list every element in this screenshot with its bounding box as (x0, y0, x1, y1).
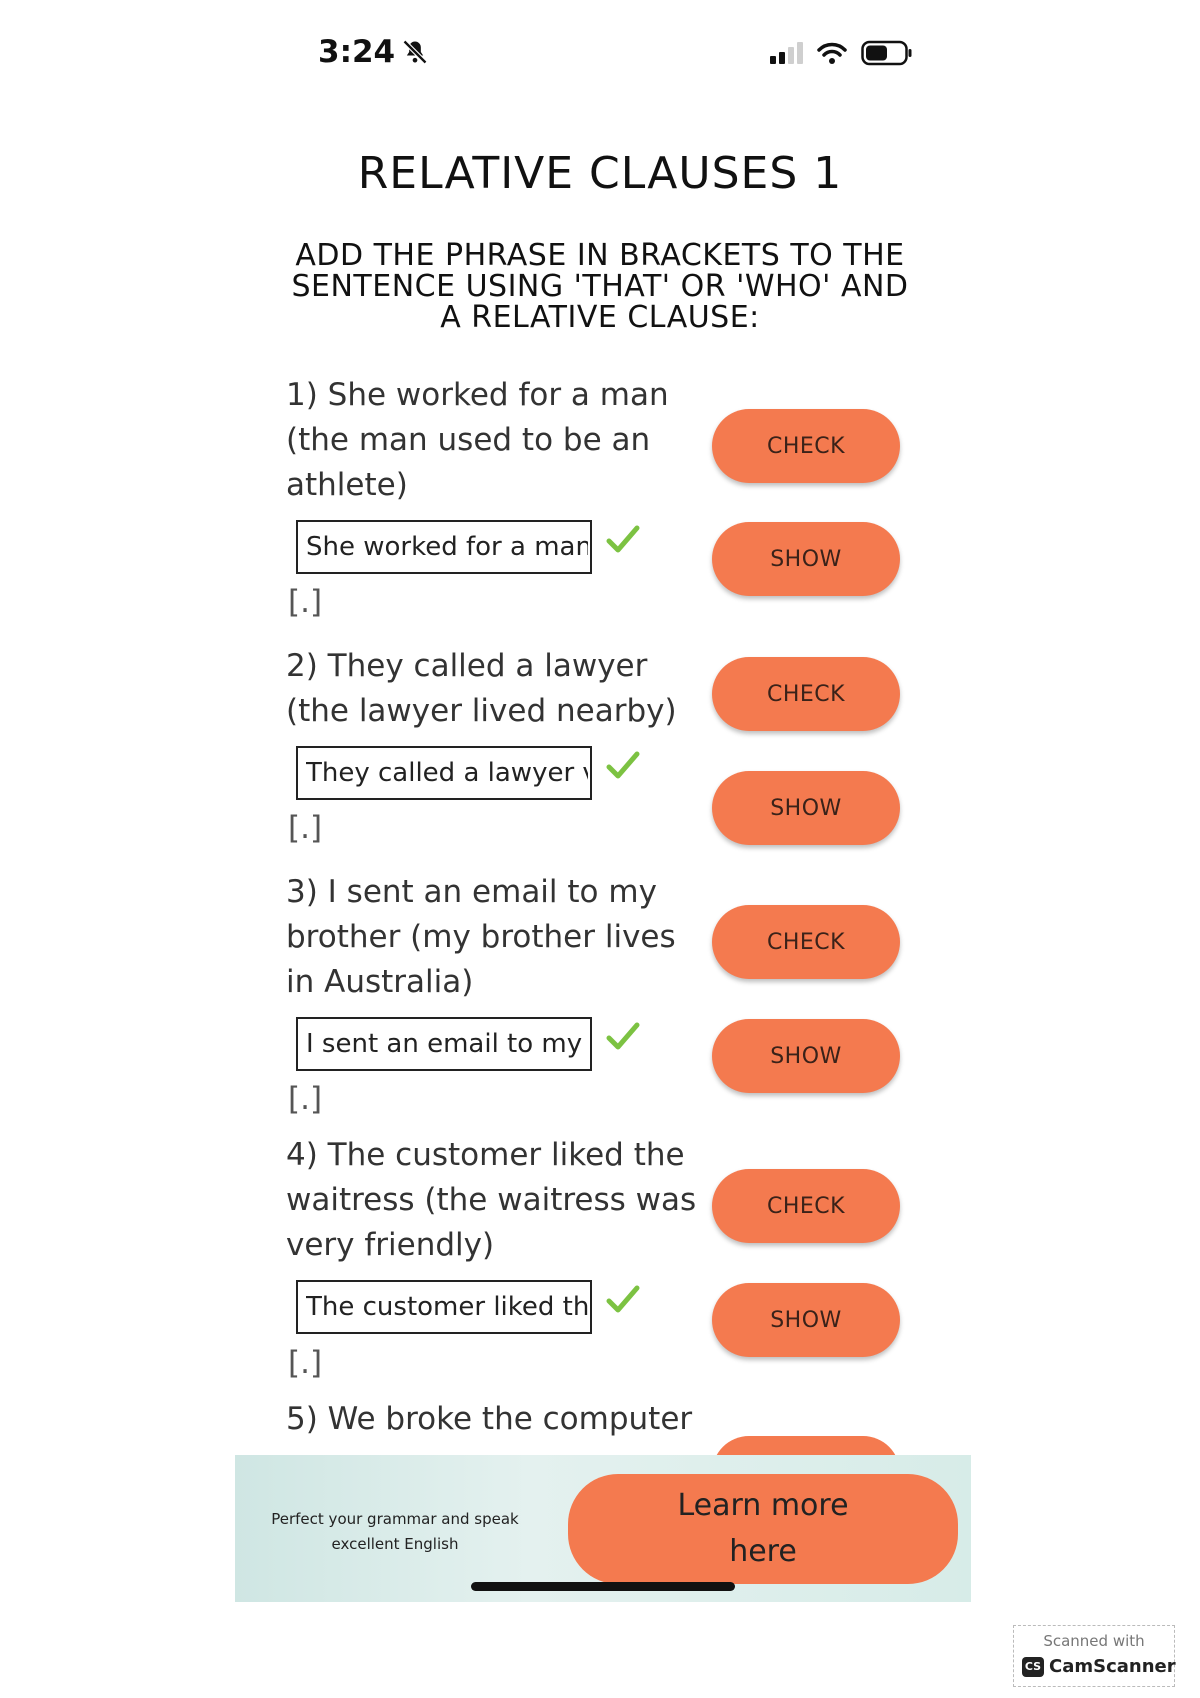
learn-more-label: Learn more here (677, 1488, 849, 1569)
checkmark-icon (606, 749, 640, 783)
answer-input-2[interactable] (296, 746, 592, 800)
clock-time: 3:24 (318, 34, 396, 70)
answer-input-4[interactable] (296, 1280, 592, 1334)
page-title: RELATIVE CLAUSES 1 (357, 148, 843, 199)
watermark-caption: Scanned with (1043, 1632, 1145, 1650)
show-button-4[interactable]: SHOW (712, 1283, 900, 1357)
answer-input-3[interactable] (296, 1017, 592, 1071)
watermark-brand: CamScanner (1049, 1656, 1176, 1677)
show-button-3[interactable]: SHOW (712, 1019, 900, 1093)
question-1-prompt: 1) She worked for a man (the man used to be an athlete) (286, 377, 669, 503)
question-3-prompt: 3) I sent an email to my brother (my brother lives in Australia) (286, 874, 676, 1000)
answer-input-1[interactable] (296, 520, 592, 574)
checkmark-icon (606, 523, 640, 557)
checkmark-icon (606, 1020, 640, 1054)
system-icons (770, 40, 913, 66)
camscanner-logo-icon: CS (1022, 1657, 1044, 1677)
home-indicator (471, 1582, 735, 1591)
feedback-2: [.] (288, 810, 323, 846)
bell-slash-icon (401, 38, 429, 66)
ad-banner (235, 1455, 971, 1602)
check-button-1[interactable]: CHECK (712, 409, 900, 483)
show-button-1[interactable]: SHOW (712, 522, 900, 596)
learn-more-button[interactable] (568, 1474, 958, 1584)
instructions: ADD THE PHRASE IN BRACKETS TO THE SENTENCE USING 'THAT' OR 'WHO' AND A RELATIVE CLAUSE: (291, 238, 909, 335)
feedback-1: [.] (288, 584, 323, 620)
show-button-2[interactable]: SHOW (712, 771, 900, 845)
wifi-icon (817, 41, 847, 65)
check-button-3[interactable]: CHECK (712, 905, 900, 979)
check-button-2[interactable]: CHECK (712, 657, 900, 731)
battery-icon (861, 40, 913, 66)
question-2-prompt: 2) They called a lawyer (the lawyer lived nearby) (286, 648, 677, 729)
question-5-prompt: 5) We broke the computer (286, 1401, 693, 1437)
feedback-3: [.] (288, 1081, 323, 1117)
banner-text: Perfect your grammar and speak excellent English (271, 1510, 519, 1553)
scanner-watermark (1013, 1625, 1175, 1687)
status-time (318, 34, 429, 70)
status-bar (0, 0, 1200, 110)
checkmark-icon (606, 1283, 640, 1317)
signal-icon (770, 42, 803, 64)
check-button-4[interactable]: CHECK (712, 1169, 900, 1243)
question-4-prompt: 4) The customer liked the waitress (the waitress was very friendly) (286, 1137, 697, 1263)
feedback-4: [.] (288, 1345, 323, 1381)
